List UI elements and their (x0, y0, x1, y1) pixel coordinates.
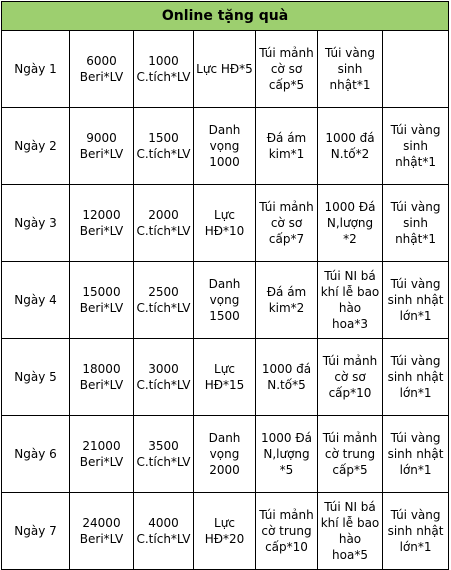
contribution-cell: 2000 C.tích*LV (134, 185, 194, 262)
table-body (2, 31, 449, 570)
table-title: Online tặng quà (2, 2, 449, 31)
reward-6-cell (383, 31, 449, 108)
beri-cell: 21000 Beri*LV (70, 416, 134, 493)
reward-6-cell: Túi vàng sinh nhật lớn*1 (383, 262, 449, 339)
beri-cell: 15000 Beri*LV (70, 262, 134, 339)
day-label-cell: Ngày 3 (2, 185, 70, 262)
contribution-cell: 3000 C.tích*LV (134, 339, 194, 416)
reward-6-cell: Túi vàng sinh nhật*1 (383, 185, 449, 262)
table-row (2, 262, 449, 339)
table-row (2, 108, 449, 185)
table-row (2, 185, 449, 262)
day-label-cell: Ngày 2 (2, 108, 70, 185)
reward-3-cell: Danh vọng 2000 (194, 416, 256, 493)
day-label-cell: Ngày 5 (2, 339, 70, 416)
reward-5-cell: Túi NI bá khí lễ bao hào hoa*5 (318, 493, 383, 570)
table-row (2, 493, 449, 570)
day-label-cell: Ngày 6 (2, 416, 70, 493)
beri-cell: 12000 Beri*LV (70, 185, 134, 262)
beri-cell: 9000 Beri*LV (70, 108, 134, 185)
reward-5-cell: 1000 đá N.tố*2 (318, 108, 383, 185)
contribution-cell: 4000 C.tích*LV (134, 493, 194, 570)
table-row (2, 416, 449, 493)
reward-3-cell: Lực HĐ*20 (194, 493, 256, 570)
reward-3-cell: Danh vọng 1000 (194, 108, 256, 185)
reward-5-cell: 1000 Đá N,lượng *2 (318, 185, 383, 262)
reward-5-cell: Túi mảnh cờ trung cấp*5 (318, 416, 383, 493)
reward-3-cell: Danh vọng 1500 (194, 262, 256, 339)
reward-3-cell: Lực HĐ*15 (194, 339, 256, 416)
reward-3-cell: Lực HĐ*10 (194, 185, 256, 262)
day-label-cell: Ngày 1 (2, 31, 70, 108)
contribution-cell: 1500 C.tích*LV (134, 108, 194, 185)
reward-4-cell: Túi mảnh cờ sơ cấp*7 (256, 185, 318, 262)
reward-5-cell: Túi vàng sinh nhật*1 (318, 31, 383, 108)
beri-cell: 24000 Beri*LV (70, 493, 134, 570)
reward-4-cell: Túi mảnh cờ sơ cấp*5 (256, 31, 318, 108)
reward-4-cell: Đá ám kim*2 (256, 262, 318, 339)
online-reward-table (1, 1, 449, 570)
day-label-cell: Ngày 7 (2, 493, 70, 570)
beri-cell: 18000 Beri*LV (70, 339, 134, 416)
reward-6-cell: Túi vàng sinh nhật*1 (383, 108, 449, 185)
reward-4-cell: 1000 đá N.tố*5 (256, 339, 318, 416)
reward-4-cell: 1000 Đá N,lượng *5 (256, 416, 318, 493)
reward-5-cell: Túi mảnh cờ sơ cấp*10 (318, 339, 383, 416)
day-label-cell: Ngày 4 (2, 262, 70, 339)
reward-6-cell: Túi vàng sinh nhật lớn*1 (383, 493, 449, 570)
table-row (2, 31, 449, 108)
reward-4-cell: Đá ám kim*1 (256, 108, 318, 185)
contribution-cell: 2500 C.tích*LV (134, 262, 194, 339)
reward-3-cell: Lực HĐ*5 (194, 31, 256, 108)
reward-5-cell: Túi NI bá khí lễ bao hào hoa*3 (318, 262, 383, 339)
reward-6-cell: Túi vàng sinh nhật lớn*1 (383, 416, 449, 493)
beri-cell: 6000 Beri*LV (70, 31, 134, 108)
reward-6-cell: Túi vàng sinh nhật lớn*1 (383, 339, 449, 416)
contribution-cell: 3500 C.tích*LV (134, 416, 194, 493)
contribution-cell: 1000 C.tích*LV (134, 31, 194, 108)
reward-4-cell: Túi mảnh cờ trung cấp*10 (256, 493, 318, 570)
table-row (2, 339, 449, 416)
